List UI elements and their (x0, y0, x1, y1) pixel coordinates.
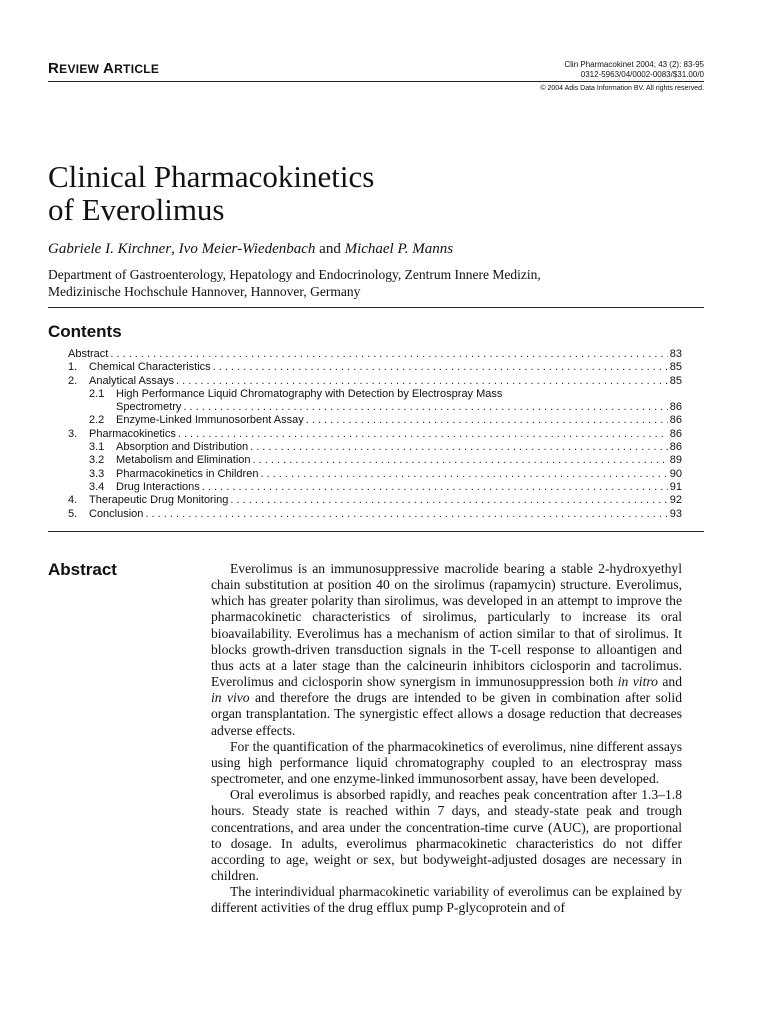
abstract-paragraph-3: Oral everolimus is absorbed rapidly, and reaches peak concentration after 1.3–1.8 hours. Steady state is reached within 7 days, and steady-state peak and trough concentrations, and area under the concentration-time curve (AUC), are proportional to dosage. In adults, everolimus pharmacokinetic characteristics do not differ according to age, weight or sex, but bodyweight-adjusted dosages are necessary in children. (211, 787, 682, 883)
toc-page: 83 (669, 348, 682, 360)
toc-label: Pharmacokinetics in Children (116, 467, 259, 480)
toc-number: 4. (68, 494, 78, 507)
title-rule (48, 307, 704, 308)
affiliation-line-1: Department of Gastroenterology, Hepatology and Endocrinology, Zentrum Innere Medizin, (48, 267, 541, 282)
abstract-heading: Abstract (48, 560, 117, 579)
contents-heading: Contents (48, 322, 122, 341)
toc-label: Analytical Assays (89, 374, 174, 387)
article-type-rest-2: RTICLE (114, 62, 160, 76)
toc-number: 3.1 (89, 441, 105, 454)
toc-label: Conclusion (89, 507, 144, 520)
toc-label: Chemical Characteristics (89, 361, 211, 374)
toc-label: Metabolism and Elimination (116, 454, 251, 467)
toc-leader-dots (145, 508, 667, 521)
toc-page: 92 (669, 494, 682, 507)
toc-leader-dots (213, 361, 668, 374)
toc-page: 85 (669, 361, 682, 374)
toc-item-therapeutic-drug-monitoring[interactable] (48, 494, 682, 507)
toc-number: 1. (68, 361, 78, 374)
abstract-p1-part-b: and (657, 674, 682, 690)
toc-leader-dots (183, 401, 667, 414)
affiliation (48, 266, 541, 300)
toc-page: 93 (669, 507, 682, 520)
abstract-p1-part-a: Everolimus is an immunosuppressive macrolide bearing a stable 2-hydroxyethyl chain substitution at position 40 on the sirolimus (rapamycin) structure. Everolimus, which has greater polarity than sirolimus, was developed in an attempt to improve the pharmacokinetic characteristics of sirolimus, particularly to increase its oral bioavailability. Everolimus has a mechanism of action similar to that of sirolimus. It blocks growth-driven transduction signals in the T-cell response to alloantigen and thus acts at a later stage than the calcineurin inhibitors ciclosporin and tacrolimus. Everolimus and ciclosporin show synergism in immunosuppression both (211, 561, 682, 690)
author-list (48, 241, 453, 258)
copyright-notice: © 2004 Adis Data Information BV. All rights reserved. (540, 85, 704, 92)
toc-label: Absorption and Distribution (116, 441, 249, 454)
toc-item-abstract[interactable] (48, 348, 682, 361)
toc-leader-dots (260, 468, 667, 481)
author-1: Gabriele I. Kirchner (48, 241, 172, 257)
abstract-paragraph-1 (211, 561, 682, 739)
toc-item-pharmacokinetics-children[interactable] (48, 468, 682, 481)
paper-title-line-2: of Everolimus (48, 192, 225, 227)
toc-item-hplc[interactable] (48, 388, 682, 401)
toc-item-analytical-assays[interactable] (48, 375, 682, 388)
author-3: Michael P. Manns (344, 241, 454, 257)
toc-item-pharmacokinetics[interactable] (48, 428, 682, 441)
toc-number: 2.1 (89, 387, 105, 400)
toc-leader-dots (178, 428, 668, 441)
toc-page: 86 (669, 401, 682, 414)
toc-number: 3.4 (89, 480, 105, 493)
article-type-label (48, 60, 159, 77)
author-2: Ivo Meier-Wiedenbach (178, 241, 316, 257)
author-separator-2: and (315, 241, 345, 257)
toc-leader-dots (253, 454, 668, 467)
toc-label: Drug Interactions (116, 480, 200, 493)
abstract-p1-in-vivo: in vivo (211, 690, 250, 706)
toc-item-hplc-continued[interactable] (48, 401, 682, 414)
toc-leader-dots (176, 375, 668, 388)
toc-number: 3.3 (89, 467, 105, 480)
toc-label: Pharmacokinetics (89, 427, 176, 440)
abstract-paragraph-2: For the quantification of the pharmacokinetics of everolimus, nine different assays using high performance liquid chromatography coupled to an electrospray mass spectrometer, and one enzyme-linked immunosorbent assay, have been developed. (211, 738, 682, 787)
header-rule (48, 81, 704, 82)
article-type-initial-r: R (48, 60, 60, 77)
author-separator-1: , (171, 241, 179, 257)
toc-item-metabolism-elimination[interactable] (48, 454, 682, 467)
toc-leader-dots (230, 494, 667, 507)
toc-item-absorption-distribution[interactable] (48, 441, 682, 454)
abstract-p1-part-c: and therefore the drugs are intended to be given in combination after solid organ transplantation. The synergistic effect allows a dosage reduction that decreases adverse effects. (211, 690, 682, 738)
abstract-body (211, 561, 682, 916)
article-type-initial-a: A (102, 60, 115, 77)
toc-label: Abstract (68, 348, 109, 360)
toc-page: 86 (669, 441, 682, 454)
toc-item-conclusion[interactable] (48, 508, 682, 521)
toc-number: 5. (68, 507, 78, 520)
toc-leader-dots (202, 481, 668, 494)
article-type-rest-1: EVIEW (59, 62, 103, 76)
table-of-contents (48, 348, 682, 521)
toc-page: 85 (669, 374, 682, 387)
toc-label: Therapeutic Drug Monitoring (89, 494, 229, 507)
toc-item-drug-interactions[interactable] (48, 481, 682, 494)
toc-page: 90 (669, 467, 682, 480)
paper-title (48, 160, 374, 226)
toc-leader-dots (110, 348, 667, 361)
toc-number: 3. (68, 427, 78, 440)
toc-page: 89 (669, 454, 682, 467)
toc-label: Enzyme-Linked Immunosorbent Assay (116, 414, 304, 427)
affiliation-line-2: Medizinische Hochschule Hannover, Hannover, Germany (48, 284, 361, 299)
toc-page: 86 (669, 427, 682, 440)
toc-page: 86 (669, 414, 682, 427)
contents-rule (48, 531, 704, 532)
toc-label: Spectrometry (116, 401, 182, 414)
citation-text: Clin Pharmacokinet 2004; 43 (2): 83-95 (564, 60, 704, 69)
toc-item-chemical-characteristics[interactable] (48, 361, 682, 374)
abstract-p1-in-vitro: in vitro (617, 674, 658, 690)
toc-number: 3.2 (89, 454, 105, 467)
toc-leader-dots (306, 414, 668, 427)
doi-code: 0312-5963/04/0002-0083/$31.00/0 (580, 70, 704, 79)
toc-page: 91 (669, 480, 682, 493)
toc-number: 2. (68, 374, 78, 387)
toc-label: High Performance Liquid Chromatography with Detection by Electrospray Mass (116, 387, 503, 400)
toc-number: 2.2 (89, 414, 105, 427)
abstract-paragraph-4: The interindividual pharmacokinetic variability of everolimus can be explained by different activities of the drug efflux pump P-glycoprotein and of (211, 884, 682, 916)
paper-title-line-1: Clinical Pharmacokinetics (48, 159, 375, 194)
toc-item-elisa[interactable] (48, 414, 682, 427)
citation-block (564, 60, 704, 80)
toc-leader-dots (250, 441, 668, 454)
